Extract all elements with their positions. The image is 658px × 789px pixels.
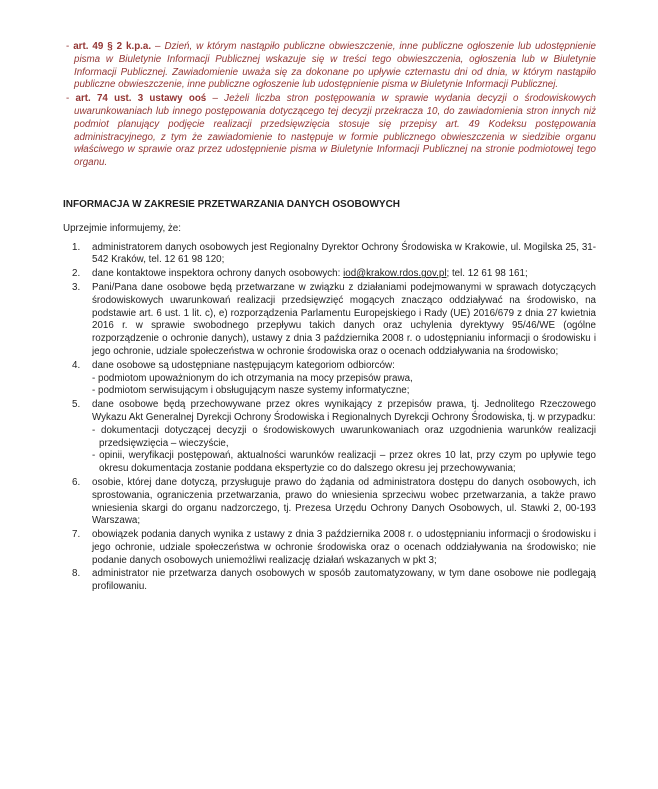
list-item-1: [63, 242, 596, 268]
intro-text: Uprzejmie informujemy, że:: [63, 222, 181, 234]
sub-item-text: podmiotom serwisującym i obsługującym nasze systemy informatyczne;: [98, 385, 410, 397]
item-text: dane osobowe będą przechowywane przez okres wynikający z przepisów prawa, tj. Jednolitego Rzeczowego Wykazu Akt Generalnej Dyrekcji Ochrony Środowiska i Regionalnych Dyrekcji Ochrony Środowiska, tj. w przypadku:: [92, 399, 596, 423]
list-item-8: [63, 568, 596, 594]
item-number: 2.: [72, 268, 81, 280]
item-text: dane osobowe są udostępniane następującym kategoriom odbiorców:: [92, 359, 395, 371]
item-number: 5.: [72, 399, 81, 411]
section-heading: INFORMACJA W ZAKRESIE PRZETWARZANIA DANYCH OSOBOWYCH: [63, 198, 401, 210]
dash-marker: -: [92, 385, 96, 397]
sub-item-text: opinii, weryfikacji postępowań, aktualności warunków realizacji – przez okres 10 lat, przy czym po upływie tego okresu dokumentacja zostanie poddana ekspertyzie co do dalszego okresu jej przechowywania;: [99, 450, 596, 475]
list-item-5: [63, 399, 596, 476]
item-text: obowiązek podania danych wynika z ustawy z dnia 3 października 2008 r. o udostępnianiu informacji o środowisku i jego ochronie, udziale społeczeństwa w ochronie środowiska oraz o ocenach oddziaływania na środowisko; nie podanie danych osobowych uniemożliwi realizację działań wskazanych w pkt 3;: [92, 529, 596, 566]
legal-note-art-74: [63, 93, 596, 170]
list-item-6: [63, 477, 596, 528]
item-number: 4.: [72, 359, 81, 371]
email-link[interactable]: iod@krakow.rdos.gov.pl: [343, 268, 447, 280]
sub-list-item: [92, 373, 596, 386]
legal-note-body: Dzień, w którym nastąpiło publiczne obwieszczenie, inne publiczne ogłoszenie lub udostępnienie pisma w Biuletynie Informacji Publicznej wskazuje się w treści tego obwieszczenia, ogłoszenia lub w Biuletynie Informacji Publicznej. Zawiadomienie uważa się za dokonane po upływie czternastu dni od dnia, w którym nastąpiło publiczne obwieszczenie, inne publiczne ogłoszenie lub udostępnienie pisma w Biuletynie Informacji Publicznej.: [74, 41, 596, 91]
legal-note-lead: art. 74 ust. 3 ustawy ooś: [75, 93, 207, 105]
dash-marker: -: [92, 424, 96, 436]
dash-separator: –: [155, 41, 161, 52]
sub-item-text: podmiotom upoważnionym do ich otrzymania na mocy przepisów prawa,: [98, 372, 413, 384]
numbered-list: [63, 242, 596, 595]
item-number: 7.: [72, 529, 81, 541]
item-text: ; tel. 12 61 98 161;: [446, 268, 528, 280]
item-text: osobie, której dane dotyczą, przysługuje prawo do żądania od administratora dostępu do danych osobowych, ich sprostowania, ograniczenia przetwarzania, prawo do wniesienia sprzeciwu wobec przetwarzania, a także prawo wniesienia skargi do organu nadzorczego, tj. Prezesa Urzędu Ochrony Danych Osobowych, ul. Stawki 2, 00-193 Warszawa;: [92, 476, 596, 527]
sub-list-item: [92, 450, 596, 476]
item-text: Pani/Pana dane osobowe będą przetwarzane w związku z działaniami podejmowanymi w sprawach dotyczących środowiskowych uwarunkowań realizacji przedsięwzięć mogących znacząco oddziaływać na środowisko, na podstawie art. 6 ust. 1 lit. c), e) rozporządzenia Parlamentu Europejskiego i Rady (UE) 2016/679 z dnia 27 kwietnia 2016 r. w sprawie swobodnego przepływu takich danych oraz uchylenia dyrektywy 95/46/WE (ogólne rozporządzenie o ochronie danych), ustawy z dnia 3 października 2008 r. o udostępnianiu informacji o środowisku i jego ochronie, udziale społeczeństwa w ochronie środowiska oraz o ocenach oddziaływania na środowisko;: [92, 281, 596, 357]
item-text: administrator nie przetwarza danych osobowych w sposób zautomatyzowany, w tym dane osobowe nie podlegają profilowaniu.: [92, 568, 596, 593]
dash-separator: –: [212, 93, 218, 105]
dash-marker: -: [92, 372, 96, 384]
item-number: 6.: [72, 476, 81, 488]
sub-item-text: dokumentacji dotyczącej decyzji o środowiskowych uwarunkowaniach oraz uzgodnienia warunków realizacji przedsięwzięcia – wieczyście,: [99, 424, 596, 449]
list-item-4: [63, 360, 596, 398]
item-text: dane kontaktowe inspektora ochrony danych osobowych:: [92, 268, 344, 280]
item-number: 1.: [72, 241, 81, 253]
sub-list-item: [92, 425, 596, 451]
list-item-2: [63, 268, 596, 281]
item-text: administratorem danych osobowych jest Regionalny Dyrektor Ochrony Środowiska w Krakowie, ul. Mogilska 25, 31-542 Kraków, tel. 12 61 98 120;: [92, 241, 596, 266]
legal-note-lead: art. 49 § 2 k.p.a.: [73, 41, 152, 52]
bullet-marker: -: [66, 41, 70, 52]
sub-list-item: [92, 385, 596, 398]
legal-note-body: Jeżeli liczba stron postępowania w sprawie wydania decyzji o środowiskowych uwarunkowaniach lub innego postępowania dotyczącego tej decyzji przekracza 10, do zawiadomienia stron innych niż podmiot planujący podjęcie realizacji przedsięwzięcia stosuje się przepisy art. 49 Kodeksu postępowania administracyjnego, z tym że zawiadomienie to następuje w formie publicznego obwieszczenia w siedzibie organu właściwego w sprawie oraz przez udostępnienie pisma w Biuletynie Informacji Publicznej na stronie podmiotowej tego organu.: [74, 93, 596, 169]
item-number: 3.: [72, 281, 81, 293]
legal-note-art-49: [63, 41, 596, 92]
list-item-7: [63, 529, 596, 567]
item-number: 8.: [72, 568, 81, 580]
bullet-marker: -: [66, 93, 70, 105]
dash-marker: -: [92, 450, 96, 462]
list-item-3: [63, 282, 596, 359]
